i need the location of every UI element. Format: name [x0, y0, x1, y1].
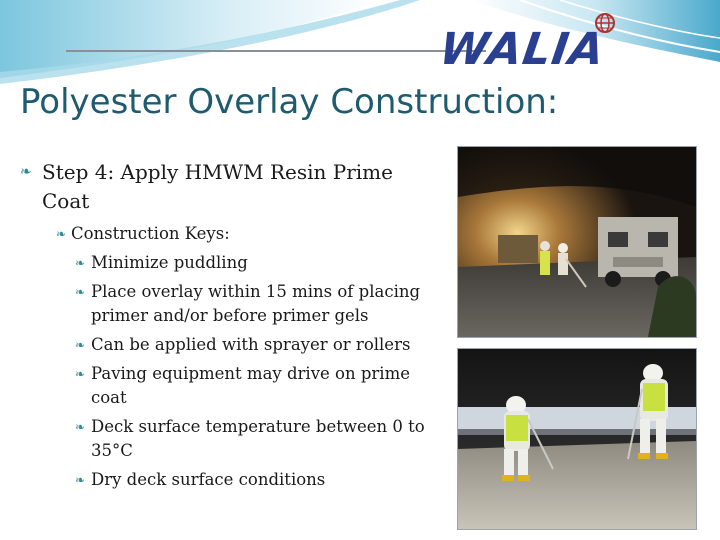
key-text: Minimize puddling [91, 253, 248, 272]
key-item [20, 468, 440, 492]
key-item [20, 280, 440, 328]
step-item [20, 158, 440, 216]
bullet-icon: ❧ [75, 285, 86, 299]
workers-priming-photo [457, 348, 697, 530]
key-item [20, 333, 440, 357]
slide-title: Polyester Overlay Construction: [20, 82, 559, 122]
key-text: Place overlay within 15 mins of placing primer and/or before primer gels [91, 282, 421, 325]
step-text: Step 4: Apply HMWM Resin Prime Coat [42, 160, 393, 213]
night-paving-photo [457, 146, 697, 338]
key-item [20, 251, 440, 275]
key-item [20, 415, 440, 463]
keys-heading-item [20, 222, 440, 246]
bullet-icon: ❧ [20, 164, 32, 180]
bullet-icon: ❧ [75, 420, 86, 434]
bullet-content [20, 158, 440, 492]
key-item [20, 362, 440, 410]
bullet-icon: ❧ [75, 256, 86, 270]
globe-icon [594, 12, 616, 34]
bullet-icon: ❧ [75, 473, 86, 487]
bullet-icon: ❧ [75, 338, 86, 352]
bullet-icon: ❧ [56, 227, 67, 241]
key-text: Deck surface temperature between 0 to 35°C [91, 417, 425, 460]
key-text: Can be applied with sprayer or rollers [91, 335, 411, 354]
bullet-icon: ❧ [75, 367, 86, 381]
keys-heading: Construction Keys: [71, 224, 230, 243]
key-text: Dry deck surface conditions [91, 470, 326, 489]
key-text: Paving equipment may drive on prime coat [91, 364, 410, 407]
logo-rule [66, 50, 486, 52]
walia-logo: WALIA [436, 24, 609, 75]
